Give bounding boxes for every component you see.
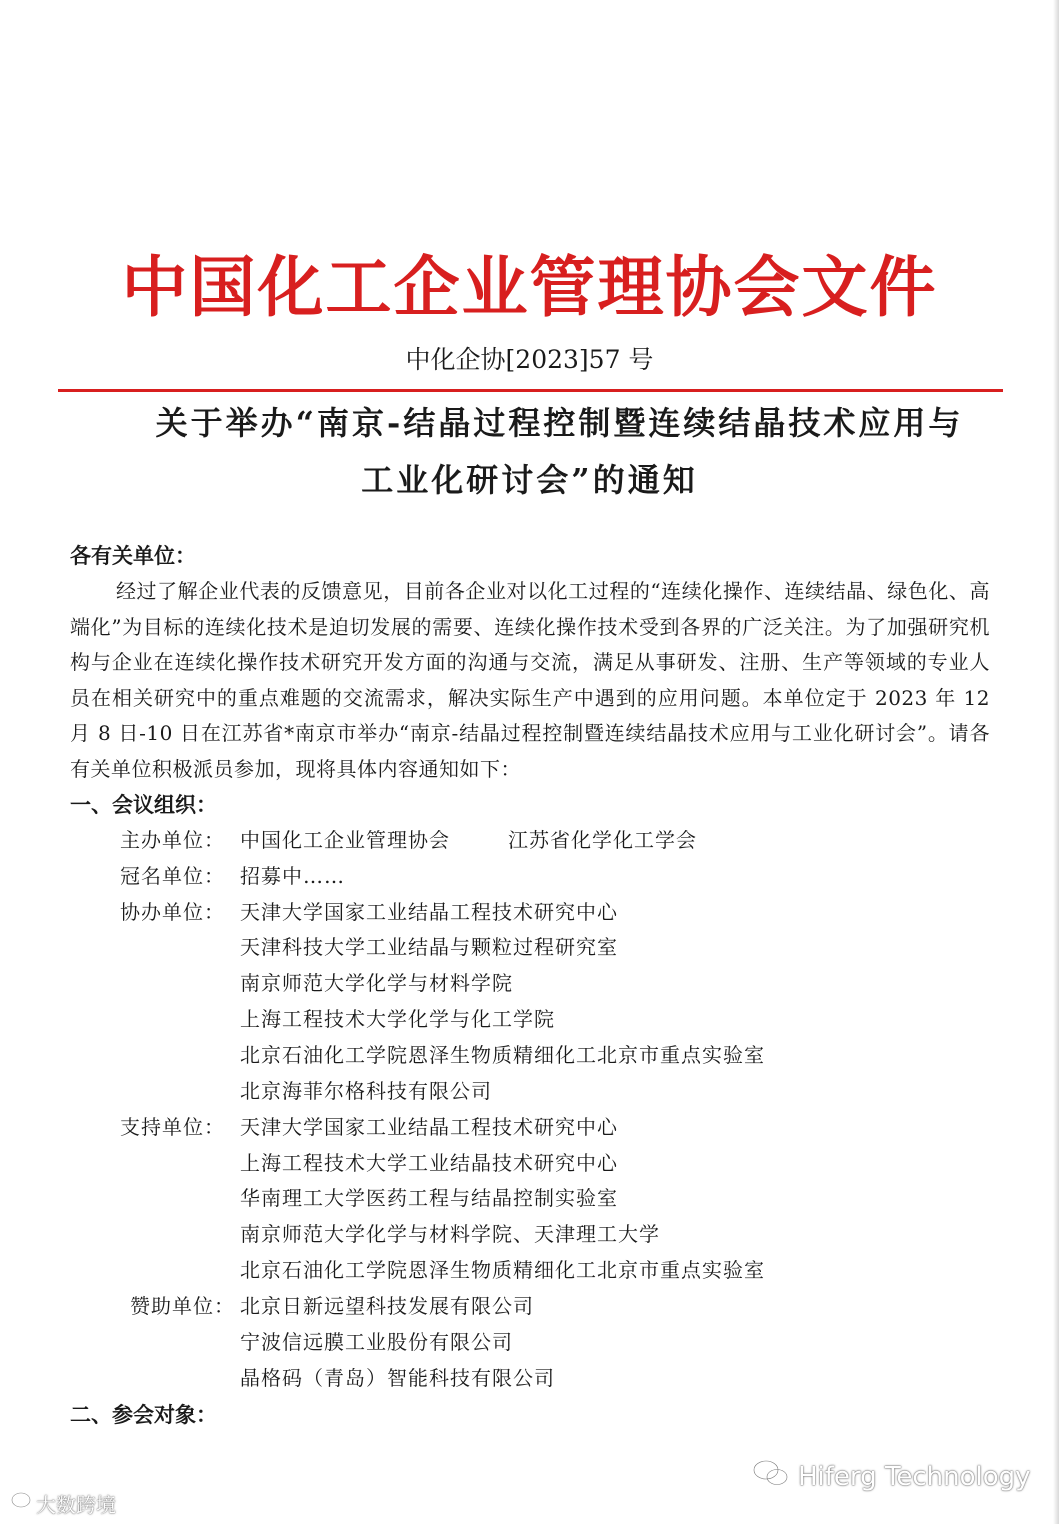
supporter-label: 支持单位： <box>120 1115 225 1139</box>
co-organizer-item: 北京海菲尔格科技有限公司 <box>240 1079 492 1103</box>
right-edge-shadow <box>1053 0 1059 1524</box>
co-organizer-item: 上海工程技术大学化学与化工学院 <box>240 1007 555 1031</box>
title-sponsor-value: 招募中…… <box>240 864 345 888</box>
supporter-item: 天津大学国家工业结晶工程技术研究中心 <box>240 1115 618 1139</box>
co-organizer-item: 天津科技大学工业结晶与颗粒过程研究室 <box>240 935 618 959</box>
red-divider-line <box>58 389 1003 392</box>
host-organizer-2: 江苏省化学化工学会 <box>508 828 697 852</box>
watermark-right-text: Hiferg Technology <box>798 1461 1031 1492</box>
co-organizer-label: 协办单位： <box>120 900 225 924</box>
host-label: 主办单位： <box>120 828 225 852</box>
speech-bubble-icon <box>10 1491 32 1516</box>
sponsor-item: 宁波信远膜工业股份有限公司 <box>240 1330 513 1354</box>
supporter-item: 上海工程技术大学工业结晶技术研究中心 <box>240 1151 618 1175</box>
section-1-heading: 一、会议组织： <box>70 793 217 817</box>
watermark-left <box>10 1489 116 1518</box>
co-organizer-item: 天津大学国家工业结晶工程技术研究中心 <box>240 900 618 924</box>
notice-title-line-1: 关于举办“南京-结晶过程控制暨连续结晶技术应用与 <box>155 404 964 442</box>
supporter-item: 南京师范大学化学与材料学院、天津理工大学 <box>240 1222 660 1246</box>
document-header-title: 中国化工企业管理协会文件 <box>121 249 938 326</box>
document-number: 中化企协[2023]57 号 <box>405 345 654 374</box>
sponsor-label: 赞助单位： <box>130 1294 235 1318</box>
co-organizer-item: 南京师范大学化学与材料学院 <box>240 971 513 995</box>
salutation: 各有关单位： <box>70 544 196 568</box>
notice-title-line-2: 工业化研讨会”的通知 <box>361 461 698 499</box>
title-sponsor-label: 冠名单位： <box>120 864 225 888</box>
supporter-item: 北京石油化工学院恩泽生物质精细化工北京市重点实验室 <box>240 1258 765 1282</box>
wechat-icon <box>752 1458 790 1495</box>
co-organizer-item: 北京石油化工学院恩泽生物质精细化工北京市重点实验室 <box>240 1043 765 1067</box>
watermark-right <box>752 1458 1031 1495</box>
body-paragraph: 经过了解企业代表的反馈意见，目前各企业对以化工过程的“连续化操作、连续结晶、绿色化、高端化”为目标的连续化技术是迫切发展的需要、连续化操作技术受到各界的广泛关注。为了加强研究机构与企业在连续化操作技术研究开发方面的沟通与交流，满足从事研发、注册、生产等领域的专业人员在相关研究中的重点难题的交流需求，解决实际生产中遇到的应用问题。本单位定于 2023 年 12 月 8 日-10 日在江苏省*南京市举办“南京-结晶过程控制暨连续结晶技术应用与工业化研讨会”。请各有关单位积极派员参加，现将具体内容通知如下： <box>70 579 990 781</box>
sponsor-item: 晶格码（青岛）智能科技有限公司 <box>240 1366 555 1390</box>
host-organizer-1: 中国化工企业管理协会 <box>240 828 450 852</box>
supporter-item: 华南理工大学医药工程与结晶控制实验室 <box>240 1186 618 1210</box>
sponsor-item: 北京日新远望科技发展有限公司 <box>240 1294 534 1318</box>
watermark-left-text: 大数跨境 <box>36 1493 116 1517</box>
section-2-heading: 二、参会对象： <box>70 1403 217 1427</box>
